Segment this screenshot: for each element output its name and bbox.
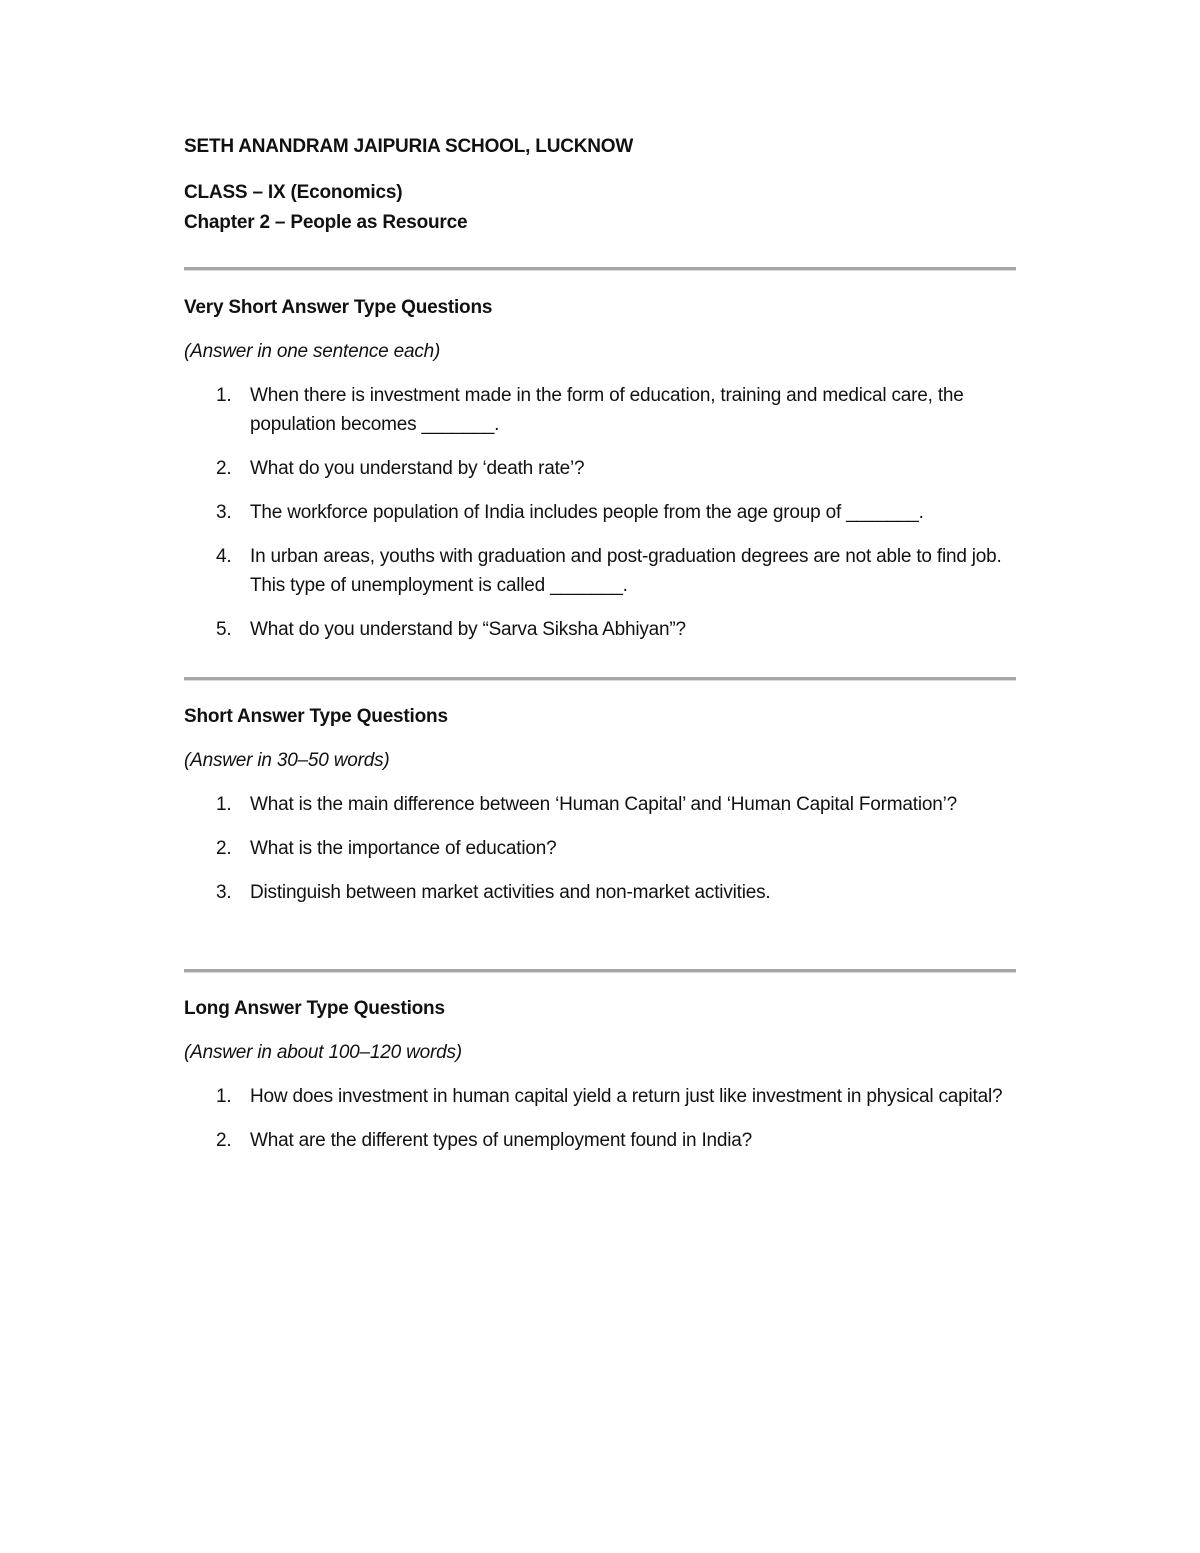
question-number: 4.	[216, 546, 232, 567]
section-instruction: (Answer in 30–50 words)	[184, 750, 390, 771]
question-text: What is the importance of education?	[250, 838, 557, 859]
section-divider	[184, 677, 1016, 681]
question-number: 3.	[216, 502, 232, 523]
question-text: When there is investment made in the form of education, training and medical care, the population becomes _______.	[250, 385, 964, 435]
question-number: 3.	[216, 882, 232, 903]
question-text: How does investment in human capital yield a return just like investment in physical capital?	[250, 1086, 1003, 1107]
question-list	[184, 381, 1016, 644]
section-heading: Long Answer Type Questions	[184, 998, 445, 1019]
question-item	[184, 454, 1016, 483]
question-number: 2.	[216, 1130, 232, 1151]
question-list	[184, 790, 1016, 907]
question-item	[184, 878, 1016, 907]
question-number: 2.	[216, 838, 232, 859]
question-item	[184, 790, 1016, 819]
question-list	[184, 1082, 1016, 1155]
question-item	[184, 1126, 1016, 1155]
question-item	[184, 498, 1016, 527]
short-answer-section	[184, 704, 1016, 922]
question-text: In urban areas, youths with graduation and post-graduation degrees are not able to find job. This type of unemployment is called _______.	[250, 546, 1002, 596]
question-text: What is the main difference between ‘Human Capital’ and ‘Human Capital Formation’?	[250, 794, 958, 815]
question-text: What do you understand by “Sarva Siksha Abhiyan”?	[250, 619, 686, 640]
school-name: SETH ANANDRAM JAIPURIA SCHOOL, LUCKNOW	[184, 136, 634, 157]
question-item	[184, 381, 1016, 439]
question-number: 2.	[216, 458, 232, 479]
chapter-title: Chapter 2 – People as Resource	[184, 212, 468, 233]
long-answer-section	[184, 996, 1016, 1170]
section-heading: Short Answer Type Questions	[184, 706, 448, 727]
question-text: What are the different types of unemployment found in India?	[250, 1130, 753, 1151]
question-item	[184, 542, 1016, 600]
section-instruction: (Answer in about 100–120 words)	[184, 1042, 462, 1063]
question-item	[184, 834, 1016, 863]
section-divider	[184, 267, 1016, 271]
question-item	[184, 1082, 1016, 1111]
very-short-answer-section	[184, 295, 1016, 659]
section-instruction: (Answer in one sentence each)	[184, 341, 441, 362]
question-number: 5.	[216, 619, 232, 640]
question-item	[184, 615, 1016, 644]
question-number: 1.	[216, 1086, 232, 1107]
question-text: Distinguish between market activities and non-market activities.	[250, 882, 771, 903]
question-text: What do you understand by ‘death rate’?	[250, 458, 585, 479]
question-text: The workforce population of India includes people from the age group of _______.	[250, 502, 924, 523]
section-heading: Very Short Answer Type Questions	[184, 297, 493, 318]
section-divider	[184, 969, 1016, 973]
class-subject: CLASS – IX (Economics)	[184, 182, 403, 203]
document-header	[184, 134, 1016, 238]
question-number: 1.	[216, 385, 232, 406]
question-number: 1.	[216, 794, 232, 815]
